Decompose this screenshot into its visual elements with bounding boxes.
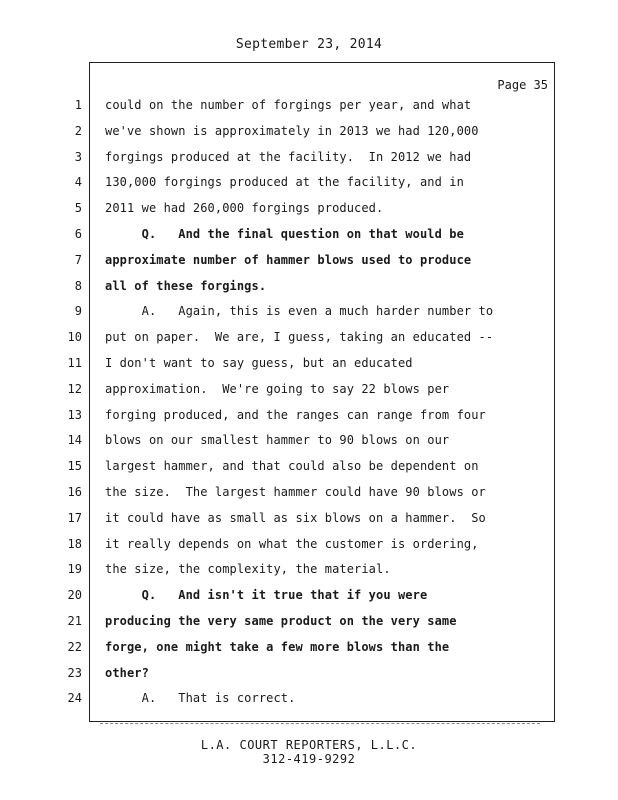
line-number: 2 (74, 124, 82, 138)
line-number: 10 (67, 330, 82, 344)
footer-company: L.A. COURT REPORTERS, L.L.C. (200, 738, 418, 752)
transcript-line: it could have as small as six blows on a hammer. So (105, 511, 486, 525)
line-number: 3 (74, 150, 82, 164)
transcript-line: it really depends on what the customer is ordering, (105, 537, 479, 551)
line-number: 13 (67, 408, 82, 422)
transcript-line: producing the very same product on the very same (105, 614, 457, 628)
line-number: 14 (67, 433, 82, 447)
transcript-line: approximation. We're going to say 22 blows per (105, 382, 450, 396)
line-number: 1 (74, 98, 82, 112)
transcript-line: forging produced, and the ranges can range from four (105, 408, 486, 422)
transcript-line: other? (105, 666, 149, 680)
line-number: 15 (67, 459, 82, 473)
line-number: 7 (74, 253, 82, 267)
transcript-line: the size. The largest hammer could have 90 blows or (105, 485, 486, 499)
line-number: 5 (74, 201, 82, 215)
line-number: 9 (74, 304, 82, 318)
transcript-line: forgings produced at the facility. In 2012 we had (105, 150, 472, 164)
line-number: 16 (67, 485, 82, 499)
transcript-line: largest hammer, and that could also be dependent on (105, 459, 479, 473)
transcript-line: blows on our smallest hammer to 90 blows on our (105, 433, 450, 447)
transcript-line: A. That is correct. (105, 691, 296, 705)
transcript-line: A. Again, this is even a much harder number to (105, 304, 494, 318)
line-number: 11 (67, 356, 82, 370)
line-number: 21 (67, 614, 82, 628)
header-date: September 23, 2014 (235, 37, 383, 52)
transcript-line: we've shown is approximately in 2013 we had 120,000 (105, 124, 479, 138)
transcript-line: 130,000 forgings produced at the facility, and in (105, 175, 464, 189)
transcript-line: put on paper. We are, I guess, taking an educated -- (105, 330, 494, 344)
transcript-line: could on the number of forgings per year, and what (105, 98, 472, 112)
line-number: 23 (67, 666, 82, 680)
line-number: 17 (67, 511, 82, 525)
line-number: 8 (74, 279, 82, 293)
transcript-line: the size, the complexity, the material. (105, 562, 391, 576)
line-number: 20 (67, 588, 82, 602)
transcript-line: forge, one might take a few more blows than the (105, 640, 450, 654)
transcript-line: Q. And the final question on that would be (105, 227, 464, 241)
page-number: Page 35 (497, 78, 548, 92)
transcript-line: approximate number of hammer blows used to produce (105, 253, 472, 267)
line-number: 24 (67, 691, 82, 705)
line-number: 12 (67, 382, 82, 396)
line-number: 18 (67, 537, 82, 551)
transcript-line: 2011 we had 260,000 forgings produced. (105, 201, 384, 215)
footer-phone: 312-419-9292 (262, 752, 356, 766)
line-number: 4 (74, 175, 82, 189)
line-number: 19 (67, 562, 82, 576)
divider (100, 723, 540, 724)
transcript-line: Q. And isn't it true that if you were (105, 588, 428, 602)
line-number: 22 (67, 640, 82, 654)
transcript-line: all of these forgings. (105, 279, 267, 293)
line-number: 6 (74, 227, 82, 241)
transcript-line: I don't want to say guess, but an educated (105, 356, 413, 370)
